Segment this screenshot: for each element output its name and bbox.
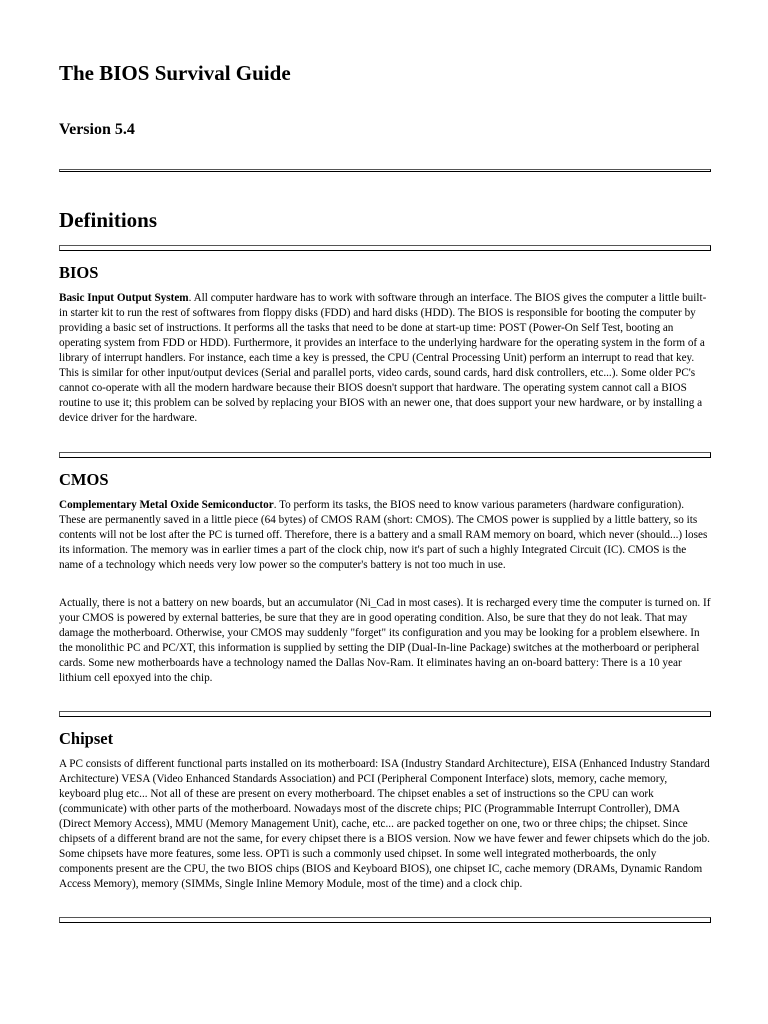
bios-term: Basic Input Output System [59,292,189,304]
definitions-heading: Definitions [59,208,158,232]
horizontal-rule [59,452,711,458]
bios-heading: BIOS [59,263,99,282]
cmos-paragraph [59,498,711,573]
horizontal-rule [59,917,711,923]
document-version: Version 5.4 [59,121,135,138]
chipset-heading: Chipset [59,729,114,748]
document-title: The BIOS Survival Guide [59,61,291,85]
cmos-text: . To perform its tasks, the BIOS need to know various parameters (hardware configuration). These are permanently saved in a little piece (64 bytes) of CMOS RAM (short: CMOS). The CMOS power is supplied by a little battery, so its contents will not be lost after the PC is turned off. Therefore, there is a battery and a small RAM memory on board, which never (should...) loses its information. The memory was in earlier times a part of the clock chip, now it's part of such a highly Integrated Circuit (IC). CMOS is the name of a technology which needs very low power so the computer's battery is not too much in use. [59,499,708,571]
horizontal-rule [59,711,711,717]
horizontal-rule [59,169,711,172]
horizontal-rule [59,245,711,251]
cmos-paragraph-2: Actually, there is not a battery on new boards, but an accumulator (Ni_Cad in most cases). It is recharged every time the computer is turned on. If your CMOS is powered by external batteries, be sure that they are in good operating condition. Also, be sure that they do not leak. That may damage the motherboard. Otherwise, your CMOS may suddenly "forget" its configuration and you may be looking for a problem elsewhere. In the monolithic PC and PC/XT, this information is supplied by setting the DIP (Dual-In-line Package) switches at the motherboard or peripheral cards. Some new motherboards have a technology named the Dallas Nov-Ram. It eliminates having an on-board battery: There is a 10 year lithium cell epoxyed into the chip. [59,597,711,684]
chipset-paragraph: A PC consists of different functional parts installed on its motherboard: ISA (Industry Standard Architecture), EISA (Enhanced Industry Standard Architecture) VESA (Video Enhanced Standards Association) and PCI (Peripheral Component Interface) slots, memory, cache memory, keyboard plug etc... Not all of these are present on every motherboard. The chipset enables a set of instructions so the CPU can work (communicate) with other parts of the motherboard. Nowadays most of the discrete chips; PIC (Programmable Interrupt Controller), DMA (Direct Memory Access), MMU (Memory Management Unit), cache, etc... are packed together on one, two or three chips; the chipset. Since chipsets of a different brand are not the same, for every chipset there is a BIOS version. Now we have fewer and fewer chipsets which do the job. Some chipsets have more features, some less. OPTi is such a commonly used chipset. In some well integrated motherboards, the only components present are the CPU, the two BIOS chips (BIOS and Keyboard BIOS), one chipset IC, cache memory (DRAMs, Dynamic Random Access Memory), memory (SIMMs, Single Inline Memory Module, most of the time) and a clock chip. [59,758,710,890]
bios-paragraph [59,291,711,426]
cmos-term: Complementary Metal Oxide Semiconductor [59,499,274,511]
bios-text: . All computer hardware has to work with software through an interface. The BIOS gives the computer a little built-in starter kit to run the rest of softwares from floppy disks (FDD) and hard disks (HDD). The BIOS is responsible for booting the computer by providing a basic set of instructions. It performs all the tasks that need to be done at start-up time: POST (Power-On Self Test, booting an operating system from FDD or HDD). Furthermore, it provides an interface to the underlying hardware for the operating system in the form of a library of interrupt handlers. For instance, each time a key is pressed, the CPU (Central Processing Unit) perform an interrupt to read that key. This is similar for other input/output devices (Serial and parallel ports, video cards, sound cards, hard disk controllers, etc...). Some older PC's cannot co-operate with all the modern hardware because their BIOS doesn't support that hardware. The operating system cannot call a BIOS routine to use it; this problem can be solved by replacing your BIOS with an newer one, that does support your new hardware, or by installing a device driver for the hardware. [59,292,707,424]
cmos-heading: CMOS [59,470,109,489]
